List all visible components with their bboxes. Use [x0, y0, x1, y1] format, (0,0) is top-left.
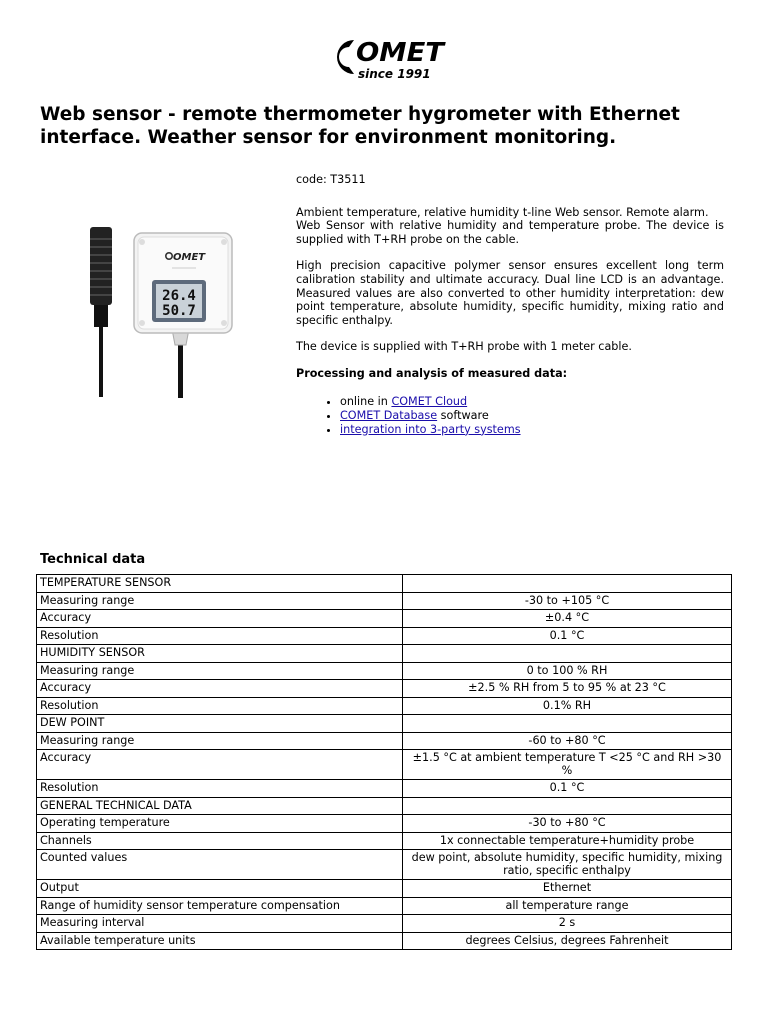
table-row [37, 915, 732, 933]
table-row [37, 815, 732, 833]
value-cell: -30 to +80 °C [403, 815, 732, 833]
parameter-cell: Measuring range [37, 592, 403, 610]
list-item: • online in COMET Cloud [340, 395, 724, 409]
parameter-cell: Resolution [37, 627, 403, 645]
value-cell: 1x connectable temperature+humidity probe [403, 832, 732, 850]
comet-logo-graphic [320, 34, 450, 84]
table-row [37, 750, 732, 780]
parameter-cell: Output [37, 880, 403, 898]
integration-link[interactable]: integration into 3-party systems [340, 422, 521, 436]
parameter-cell: Measuring interval [37, 915, 403, 933]
parameter-cell: Resolution [37, 780, 403, 798]
table-row [37, 880, 732, 898]
parameter-cell: Accuracy [37, 610, 403, 628]
parameter-cell: Available temperature units [37, 932, 403, 950]
table-row [37, 780, 732, 798]
processing-links [296, 395, 724, 437]
value-cell [403, 575, 732, 593]
parameter-cell: Operating temperature [37, 815, 403, 833]
product-code: code: T3511 [296, 173, 366, 186]
value-cell [403, 715, 732, 733]
logo-tagline: since 1991 [358, 67, 431, 81]
page-title: Web sensor - remote thermometer hygrometer with Ethernet interface. Weather sensor for environment monitoring. [40, 104, 680, 148]
table-row [37, 732, 732, 750]
parameter-cell: Channels [37, 832, 403, 850]
list-item: • COMET Database software [340, 409, 724, 423]
value-cell: ±0.4 °C [403, 610, 732, 628]
lcd-line-2: 50.7 [162, 303, 196, 319]
value-cell: ±2.5 % RH from 5 to 95 % at 23 °C [403, 680, 732, 698]
technical-data-heading: Technical data [40, 552, 146, 567]
list-item [340, 423, 724, 437]
parameter-cell: Accuracy [37, 750, 403, 780]
technical-data-table [36, 574, 732, 950]
comet-logo [320, 34, 450, 84]
value-cell: all temperature range [403, 897, 732, 915]
parameter-cell: DEW POINT [37, 715, 403, 733]
table-row [37, 832, 732, 850]
comet-database-link[interactable]: COMET Database [340, 408, 438, 422]
parameter-cell: TEMPERATURE SENSOR [37, 575, 403, 593]
product-info [296, 173, 724, 437]
value-cell: ±1.5 °C at ambient temperature T <25 °C and RH >30 % [403, 750, 732, 780]
value-cell: 0.1% RH [403, 697, 732, 715]
processing-heading: Processing and analysis of measured data: [296, 366, 568, 380]
table-row [37, 610, 732, 628]
value-cell: -30 to +105 °C [403, 592, 732, 610]
table-row [37, 932, 732, 950]
device-brand: OMET [173, 252, 206, 263]
table-row [37, 645, 732, 663]
parameter-cell: Counted values [37, 850, 403, 880]
product-summary: Ambient temperature, relative humidity t-line Web sensor. Remote alarm. [296, 205, 709, 219]
value-cell [403, 797, 732, 815]
product-description-3: The device is supplied with T+RH probe with 1 meter cable. [296, 340, 632, 354]
table-row [37, 715, 732, 733]
table-row [37, 697, 732, 715]
parameter-cell: Range of humidity sensor temperature compensation [37, 897, 403, 915]
table-row [37, 575, 732, 593]
table-row [37, 592, 732, 610]
parameter-cell: Accuracy [37, 680, 403, 698]
product-image [72, 205, 244, 400]
table-row [37, 850, 732, 880]
product-description-2: High precision capacitive polymer sensor ensures excellent long term calibration stability and ultimate accuracy. Dual line LCD is an advantage. Measured values are also converted to other humidity interpretation: dew point temperature, absolute humidity, specific humidity, mixing ratio and specific enthalpy. [296, 259, 724, 327]
table-row [37, 797, 732, 815]
value-cell: 2 s [403, 915, 732, 933]
table-row [37, 662, 732, 680]
parameter-cell: Resolution [37, 697, 403, 715]
value-cell: Ethernet [403, 880, 732, 898]
table-row [37, 680, 732, 698]
parameter-cell: Measuring range [37, 732, 403, 750]
lcd-line-1: 26.4 [162, 288, 196, 304]
product-description-1: Web Sensor with relative humidity and temperature probe. The device is supplied with T+RH probe on the cable. [296, 219, 724, 246]
value-cell: 0 to 100 % RH [403, 662, 732, 680]
value-cell: 0.1 °C [403, 627, 732, 645]
value-cell: -60 to +80 °C [403, 732, 732, 750]
parameter-cell: HUMIDITY SENSOR [37, 645, 403, 663]
logo-wordmark: OMET [356, 38, 447, 68]
value-cell [403, 645, 732, 663]
parameter-cell: Measuring range [37, 662, 403, 680]
parameter-cell: GENERAL TECHNICAL DATA [37, 797, 403, 815]
value-cell: dew point, absolute humidity, specific humidity, mixing ratio, specific enthalpy [403, 850, 732, 880]
table-row [37, 897, 732, 915]
value-cell: degrees Celsius, degrees Fahrenheit [403, 932, 732, 950]
table-row [37, 627, 732, 645]
comet-cloud-link[interactable]: COMET Cloud [391, 394, 468, 408]
value-cell: 0.1 °C [403, 780, 732, 798]
